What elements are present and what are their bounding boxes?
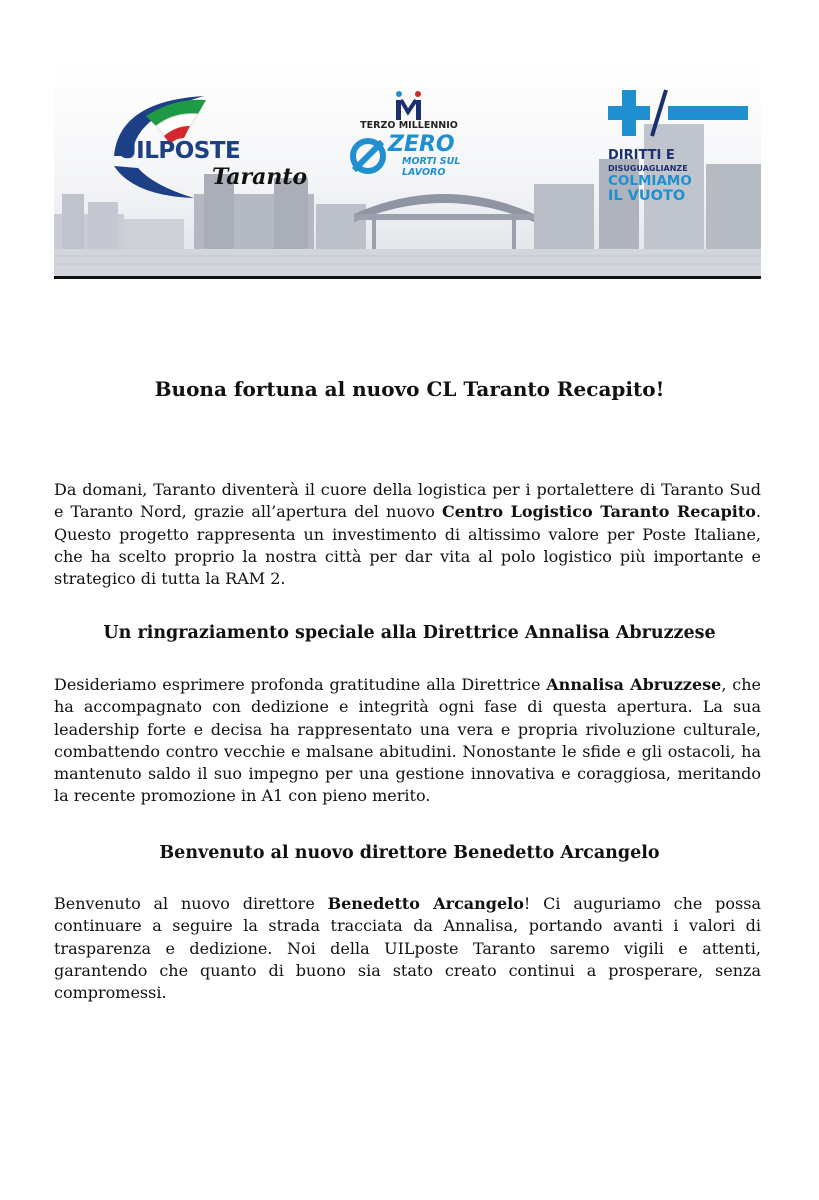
- uilposte-subtitle: Taranto: [212, 164, 308, 190]
- benvenuto-text-2: ! Ci auguriamo che possa continuare a seguire la strada tracciata da Annalisa, portando avanti i valori di trasparenza e dedizione. Noi della UILposte Taranto saremo vigili e attenti, garantendo che quanto di buono sia stato creato continui a prosperare, senza compromessi.: [54, 894, 761, 1003]
- header-divider: [54, 276, 761, 279]
- tm-subtitle-line1: MORTI SUL: [402, 156, 461, 167]
- tm-title: TERZO MILLENNIO: [360, 120, 458, 131]
- plus-slash-icon: [608, 84, 758, 144]
- dd-line1: DIRITTI E: [608, 148, 675, 163]
- tm-subtitle: [402, 156, 472, 178]
- benvenuto-text-1: Benvenuto al nuovo direttore: [54, 894, 328, 913]
- tm-zero: ZERO: [388, 132, 455, 157]
- intro-bold-centro: Centro Logistico Taranto Recapito: [441, 502, 756, 522]
- dd-line4: IL VUOTO: [608, 188, 686, 204]
- zero-circle-icon: [348, 136, 392, 180]
- ringraziamento-text-2: , che ha accompagnato con dedizione e integrità ogni fase di questa apertura. La sua leadership forte e decisa ha rappresentato una vera e propria rivoluzione culturale, combattendo contro vecchie e malsane abitudini. Nonostante le sfide e gli ostacoli, ha mantenuto saldo il suo impegno per una gestione innovativa e coraggiosa, meritando la recente promozione in A1 con pieno merito.: [54, 675, 762, 806]
- benvenuto-bold-name: Benedetto Arcangelo: [327, 894, 524, 913]
- section-heading-ringraziamento: Un ringraziamento speciale alla Direttrice Annalisa Abruzzese: [103, 623, 716, 643]
- uilposte-wordmark: UILPOSTE: [118, 138, 241, 164]
- terzo-millennio-logo: [344, 84, 474, 194]
- diritti-disuguaglianze-logo: [608, 84, 758, 204]
- intro-text-1: Da domani, Taranto diventerà il cuore della logistica per i portalettere di Taranto Sud e Taranto Nord, grazie all’apertura del nuovo: [54, 480, 761, 522]
- tm-subtitle-line2: LAVORO: [402, 167, 446, 178]
- ringraziamento-text-1: Desideriamo esprimere profonda gratitudine alla Direttrice: [54, 675, 547, 694]
- header-banner: [54, 64, 761, 276]
- ringraziamento-paragraph: [54, 674, 761, 808]
- section-heading-benvenuto: Benvenuto al nuovo direttore Benedetto Arcangelo: [159, 843, 660, 863]
- tm-monogram-icon: [344, 84, 474, 124]
- ringraziamento-bold-name: Annalisa Abruzzese: [546, 675, 722, 694]
- benvenuto-paragraph: [54, 893, 761, 1004]
- dd-line2: DISUGUAGLIANZE: [608, 164, 688, 173]
- intro-paragraph: [54, 479, 761, 590]
- dd-line3: COLMIAMO: [608, 173, 692, 189]
- intro-text-2: . Questo progetto rappresenta un investimento di altissimo valore per Poste Italiane, che ha scelto proprio la nostra città per dar vita al polo logistico più importante e strategico di tutta la RAM 2.: [54, 502, 761, 589]
- document-title: Buona fortuna al nuovo CL Taranto Recapito!: [154, 377, 665, 401]
- uilposte-taranto-logo: [94, 86, 324, 206]
